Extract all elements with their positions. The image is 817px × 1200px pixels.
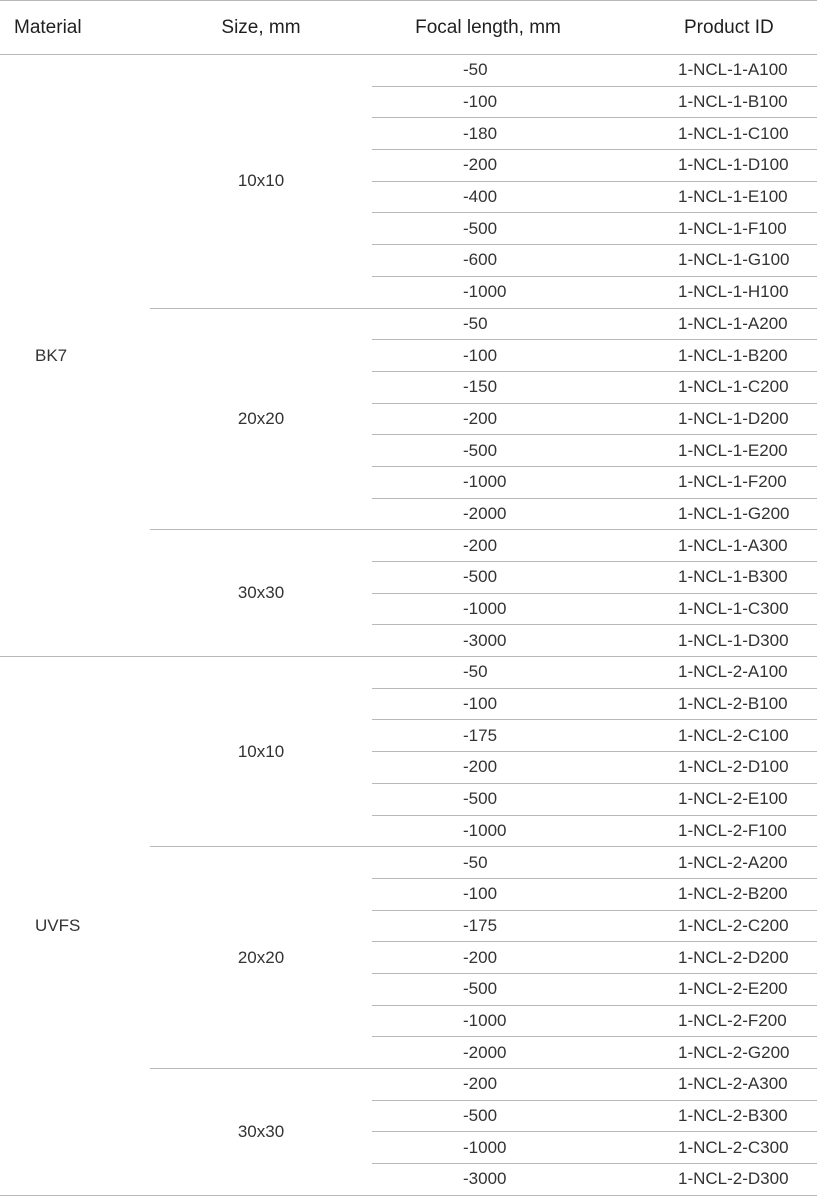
product-id-cell: 1-NCL-2-C100 bbox=[604, 720, 817, 752]
product-id-cell: 1-NCL-1-D100 bbox=[604, 150, 817, 182]
focal-length-cell: -400 bbox=[372, 181, 604, 213]
focal-length-cell: -1000 bbox=[372, 276, 604, 308]
focal-length-cell: -180 bbox=[372, 118, 604, 150]
focal-length-cell: -100 bbox=[372, 86, 604, 118]
product-id-cell: 1-NCL-1-E100 bbox=[604, 181, 817, 213]
focal-length-cell: -200 bbox=[372, 530, 604, 562]
focal-length-cell: -2000 bbox=[372, 1037, 604, 1069]
header-row bbox=[0, 1, 817, 55]
size-cell: 20x20 bbox=[150, 308, 372, 530]
focal-length-cell: -600 bbox=[372, 245, 604, 277]
product-id-cell: 1-NCL-2-A300 bbox=[604, 1069, 817, 1101]
table-header bbox=[0, 1, 817, 55]
product-id-cell: 1-NCL-2-F200 bbox=[604, 1005, 817, 1037]
size-cell: 30x30 bbox=[150, 530, 372, 657]
product-id-cell: 1-NCL-1-D300 bbox=[604, 625, 817, 657]
product-id-cell: 1-NCL-2-G200 bbox=[604, 1037, 817, 1069]
product-id-cell: 1-NCL-1-E200 bbox=[604, 435, 817, 467]
table-row bbox=[0, 55, 817, 87]
table-body bbox=[0, 55, 817, 1196]
material-cell: UVFS bbox=[0, 657, 150, 1196]
product-id-cell: 1-NCL-2-E200 bbox=[604, 973, 817, 1005]
product-id-cell: 1-NCL-2-B200 bbox=[604, 878, 817, 910]
focal-length-cell: -500 bbox=[372, 783, 604, 815]
table-row bbox=[0, 657, 817, 689]
focal-length-cell: -100 bbox=[372, 878, 604, 910]
product-id-cell: 1-NCL-1-G100 bbox=[604, 245, 817, 277]
focal-length-cell: -500 bbox=[372, 1100, 604, 1132]
focal-length-cell: -500 bbox=[372, 973, 604, 1005]
product-id-cell: 1-NCL-2-D100 bbox=[604, 752, 817, 784]
focal-length-cell: -3000 bbox=[372, 625, 604, 657]
focal-length-cell: -2000 bbox=[372, 498, 604, 530]
product-id-cell: 1-NCL-2-E100 bbox=[604, 783, 817, 815]
focal-length-cell: -1000 bbox=[372, 815, 604, 847]
focal-length-cell: -1000 bbox=[372, 466, 604, 498]
focal-length-cell: -1000 bbox=[372, 1005, 604, 1037]
focal-length-cell: -100 bbox=[372, 340, 604, 372]
product-id-cell: 1-NCL-1-A300 bbox=[604, 530, 817, 562]
product-id-cell: 1-NCL-2-A200 bbox=[604, 847, 817, 879]
focal-length-cell: -50 bbox=[372, 657, 604, 689]
product-id-cell: 1-NCL-1-A200 bbox=[604, 308, 817, 340]
product-id-cell: 1-NCL-2-B300 bbox=[604, 1100, 817, 1132]
focal-length-cell: -200 bbox=[372, 403, 604, 435]
product-id-cell: 1-NCL-2-D200 bbox=[604, 942, 817, 974]
size-cell: 20x20 bbox=[150, 847, 372, 1069]
focal-length-cell: -150 bbox=[372, 371, 604, 403]
focal-length-cell: -500 bbox=[372, 562, 604, 594]
product-id-cell: 1-NCL-2-A100 bbox=[604, 657, 817, 689]
product-id-cell: 1-NCL-2-F100 bbox=[604, 815, 817, 847]
product-id-cell: 1-NCL-1-A100 bbox=[604, 55, 817, 87]
product-id-cell: 1-NCL-1-B100 bbox=[604, 86, 817, 118]
focal-length-cell: -100 bbox=[372, 688, 604, 720]
size-cell: 30x30 bbox=[150, 1069, 372, 1196]
product-id-cell: 1-NCL-1-B300 bbox=[604, 562, 817, 594]
focal-length-cell: -200 bbox=[372, 1069, 604, 1101]
focal-length-cell: -500 bbox=[372, 213, 604, 245]
product-id-cell: 1-NCL-1-G200 bbox=[604, 498, 817, 530]
size-column-header: Size, mm bbox=[150, 1, 372, 55]
focal-length-column-header: Focal length, mm bbox=[372, 1, 604, 55]
product-id-column-header: Product ID bbox=[604, 1, 817, 55]
product-id-cell: 1-NCL-1-C300 bbox=[604, 593, 817, 625]
focal-length-cell: -200 bbox=[372, 150, 604, 182]
focal-length-cell: -50 bbox=[372, 308, 604, 340]
product-id-cell: 1-NCL-2-C300 bbox=[604, 1132, 817, 1164]
product-id-cell: 1-NCL-2-D300 bbox=[604, 1164, 817, 1196]
focal-length-cell: -200 bbox=[372, 942, 604, 974]
focal-length-cell: -3000 bbox=[372, 1164, 604, 1196]
material-cell: BK7 bbox=[0, 55, 150, 657]
product-id-cell: 1-NCL-1-F100 bbox=[604, 213, 817, 245]
focal-length-cell: -175 bbox=[372, 720, 604, 752]
size-cell: 10x10 bbox=[150, 657, 372, 847]
product-id-cell: 1-NCL-1-C200 bbox=[604, 371, 817, 403]
focal-length-cell: -1000 bbox=[372, 593, 604, 625]
focal-length-cell: -50 bbox=[372, 55, 604, 87]
product-id-cell: 1-NCL-1-D200 bbox=[604, 403, 817, 435]
size-cell: 10x10 bbox=[150, 55, 372, 309]
product-id-cell: 1-NCL-1-B200 bbox=[604, 340, 817, 372]
product-id-cell: 1-NCL-1-C100 bbox=[604, 118, 817, 150]
focal-length-cell: -500 bbox=[372, 435, 604, 467]
focal-length-cell: -200 bbox=[372, 752, 604, 784]
material-column-header: Material bbox=[0, 1, 150, 55]
focal-length-cell: -175 bbox=[372, 910, 604, 942]
product-id-cell: 1-NCL-2-C200 bbox=[604, 910, 817, 942]
focal-length-cell: -1000 bbox=[372, 1132, 604, 1164]
product-id-cell: 1-NCL-1-F200 bbox=[604, 466, 817, 498]
product-id-cell: 1-NCL-2-B100 bbox=[604, 688, 817, 720]
focal-length-cell: -50 bbox=[372, 847, 604, 879]
product-id-cell: 1-NCL-1-H100 bbox=[604, 276, 817, 308]
